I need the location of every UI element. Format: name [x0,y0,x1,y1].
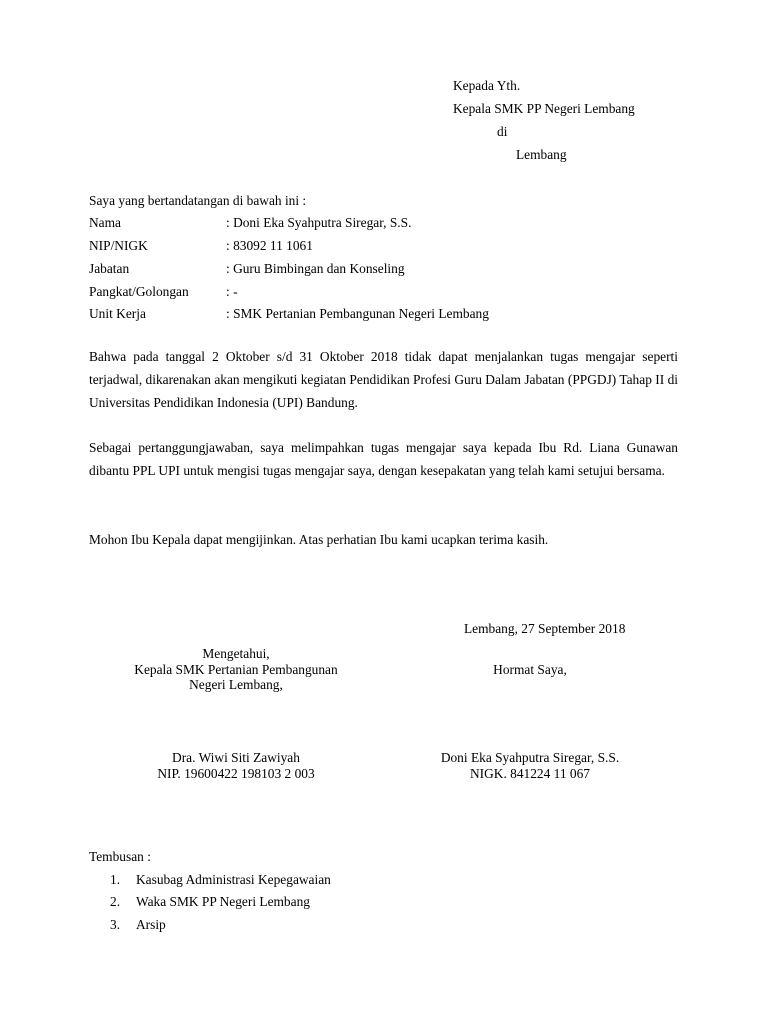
cc-title: Tembusan : [89,849,151,864]
identity-value: : Doni Eka Syahputra Siregar, S.S. [226,215,412,230]
addressee-preposition: di [497,124,508,139]
body-paragraph-reason: Bahwa pada tanggal 2 Oktober s/d 31 Oktober 2018 tidak dapat menjalankan tugas mengajar seperti terjadwal, dikarenakan akan mengikuti kegiatan Pendidikan Profesi Guru Dalam Jabatan (PPGDJ) Tahap II di Universitas Pendidikan Indonesia (UPI) Bandung. [89,349,678,410]
identity-row-rank [89,284,238,299]
cc-list-item [110,894,310,909]
identity-value: : SMK Pertanian Pembangunan Negeri Lembang [226,306,489,321]
signature-right-signatory [400,750,660,781]
body-paragraph-delegation: Sebagai pertanggungjawaban, saya melimpahkan tugas mengajar saya kepada Ibu Rd. Liana Gunawan dibantu PPL UPI untuk mengisi tugas mengajar saya, dengan kesepakatan yang telah kami setujui bersama. [89,440,678,478]
identity-row-work-unit [89,306,489,321]
identity-label: Nama [89,215,121,230]
signature-left-heading [100,646,372,693]
cc-item-number: 1. [110,872,121,887]
signature-left-id: NIP. 19600422 198103 2 003 [157,765,315,781]
identity-value: : Guru Bimbingan dan Konseling [226,261,405,276]
identity-intro: Saya yang bertandatangan di bawah ini : [89,193,307,208]
identity-row-position [89,261,405,276]
signature-right-heading [400,662,660,678]
cc-item-text: Arsip [136,917,166,932]
cc-item-text: Waka SMK PP Negeri Lembang [136,894,310,909]
letter-date: Lembang, 27 September 2018 [464,621,626,636]
cc-list-item [110,917,166,932]
identity-value: : - [226,284,238,299]
signature-right-id: NIGK. 841224 11 067 [469,765,590,781]
signature-right-name: Doni Eka Syahputra Siregar, S.S. [440,750,620,765]
cc-item-number: 2. [110,894,121,909]
signature-left-name: Dra. Wiwi Siti Zawiyah [172,750,300,765]
identity-row-nip [89,238,313,253]
addressee-recipient: Kepala SMK PP Negeri Lembang [453,101,635,116]
signature-left-acknowledge: Mengetahui, [202,646,270,661]
identity-value: : 83092 11 1061 [226,238,313,253]
signature-left-title-cont: Negeri Lembang, [189,677,283,692]
identity-row-name [89,215,411,230]
body-paragraph-closing: Mohon Ibu Kepala dapat mengijinkan. Atas perhatian Ibu kami ucapkan terima kasih. [89,532,549,547]
cc-list-item [110,872,331,887]
identity-label: Unit Kerja [89,306,146,321]
cc-item-number: 3. [110,917,121,932]
identity-label: Jabatan [89,261,130,276]
signature-left-title: Kepala SMK Pertanian Pembangunan [134,661,338,677]
addressee-city: Lembang [516,147,567,162]
identity-label: NIP/NIGK [89,238,148,253]
identity-label: Pangkat/Golongan [89,284,189,299]
signature-left-signatory [100,750,372,781]
signature-right-greeting: Hormat Saya, [493,662,567,677]
cc-item-text: Kasubag Administrasi Kepegawaian [136,872,331,887]
addressee-salutation: Kepada Yth. [453,78,521,93]
